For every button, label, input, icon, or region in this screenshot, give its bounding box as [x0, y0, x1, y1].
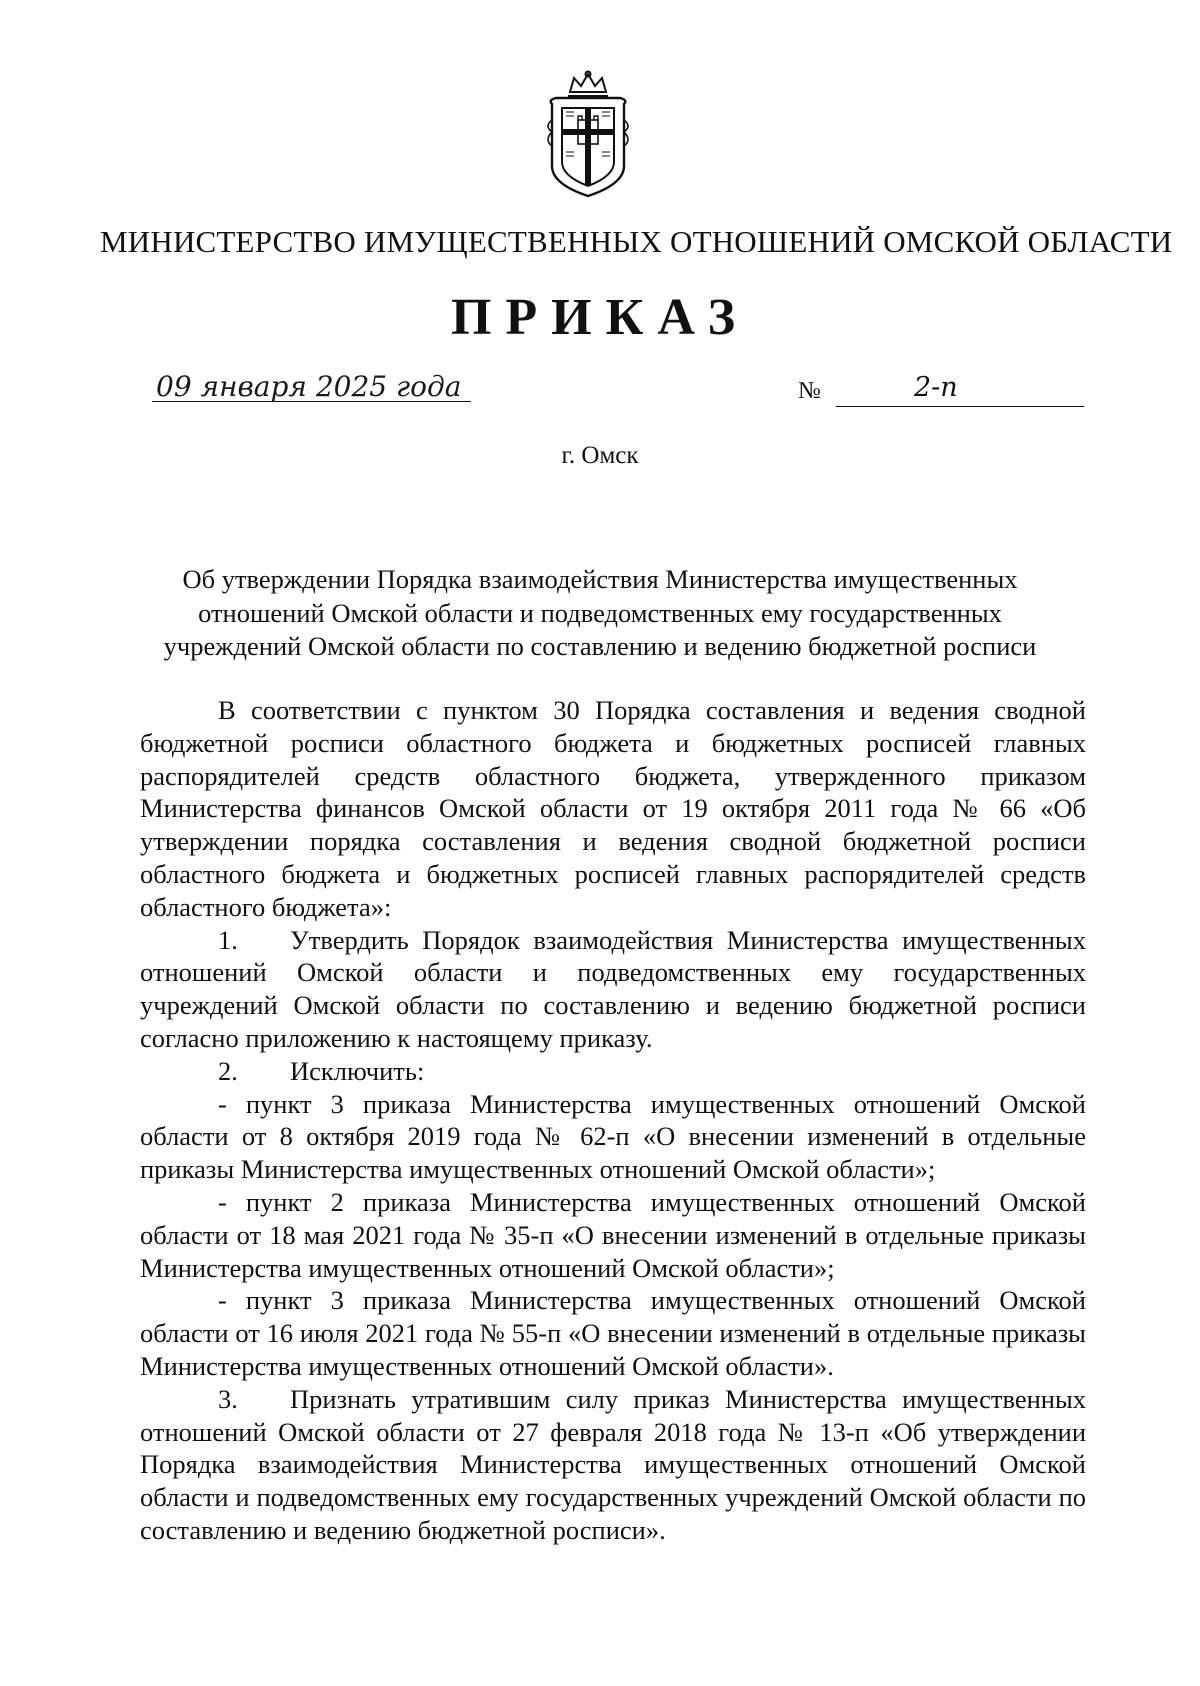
ministry-name: МИНИСТЕРСТВО ИМУЩЕСТВЕННЫХ ОТНОШЕНИЙ ОМСКОЙ ОБЛАСТИ: [100, 224, 1173, 259]
subject-line: учреждений Омской области по составлению и ведению бюджетной росписи: [163, 631, 1037, 661]
date-underline: [152, 401, 471, 402]
item-1: [140, 924, 1086, 1055]
omsk-coat-of-arms-icon: [538, 70, 638, 200]
order-date-text: 09 января 2025 года: [156, 370, 462, 403]
order-number: 2-п: [914, 372, 958, 403]
document-type-title: ПРИКАЗ: [450, 289, 750, 346]
subject-line: отношений Омской области и подведомственных ему государственных: [198, 597, 1002, 628]
order-body: [140, 694, 1086, 1547]
exclusion-item: - пункт 3 приказа Министерства имущественных отношений Омской области от 16 июля 2021 года № 55-п «О внесении изменений в отдельные приказы Министерства имущественных отношений Омской области».: [140, 1285, 1086, 1381]
order-number-label: №: [798, 378, 821, 404]
item-2: [140, 1055, 1086, 1088]
city: г. Омск: [561, 442, 639, 469]
item-1-text: Утвердить Порядок взаимодействия Министерства имущественных отношений Омской области и подведомственных ему государственных учреждений Омской области по составлению и ведению бюджетной росписи согласно приложению к настоящему приказу.: [140, 924, 1086, 1053]
item-2-number: 2.: [218, 1055, 238, 1086]
preamble-paragraph: В соответствии с пунктом 30 Порядка составления и ведения сводной бюджетной росписи областного бюджета и бюджетных росписей главных распорядителей средств областного бюджета, утвержденного приказом Министерства финансов Омской области от 19 октября 2011 года № 66 «Об утверждении порядка составления и ведения сводной бюджетной росписи областного бюджета и бюджетных росписей главных распорядителей средств областного бюджета»:: [140, 695, 1086, 922]
order-date: [156, 370, 461, 403]
exclusion-item: - пункт 2 приказа Министерства имущественных отношений Омской области от 18 мая 2021 года № 35-п «О внесении изменений в отдельные приказы Министерства имущественных отношений Омской области»;: [140, 1186, 1086, 1283]
item-3-text: Признать утратившим силу приказ Министерства имущественных отношений Омской области от 27 февраля 2018 года № 13-п «Об утверждении Порядка взаимодействия Министерства имущественных отношений Омской области и подведомственных ему государственных учреждений Омской области по составлению и ведению бюджетной росписи».: [140, 1383, 1086, 1545]
item-1-number: 1.: [218, 924, 238, 955]
item-3-number: 3.: [218, 1383, 238, 1414]
item-3: [140, 1383, 1086, 1547]
subject-line: Об утверждении Порядка взаимодействия Министерства имущественных: [182, 564, 1018, 594]
exclusion-item: - пункт 3 приказа Министерства имущественных отношений Омской области от 8 октября 2019 года № 62-п «О внесении изменений в отдельные приказы Министерства имущественных отношений Омской области»;: [140, 1088, 1086, 1185]
order-subject: [120, 563, 1080, 664]
item-2-text: Исключить:: [290, 1055, 425, 1086]
order-number-underline: [836, 406, 1084, 407]
